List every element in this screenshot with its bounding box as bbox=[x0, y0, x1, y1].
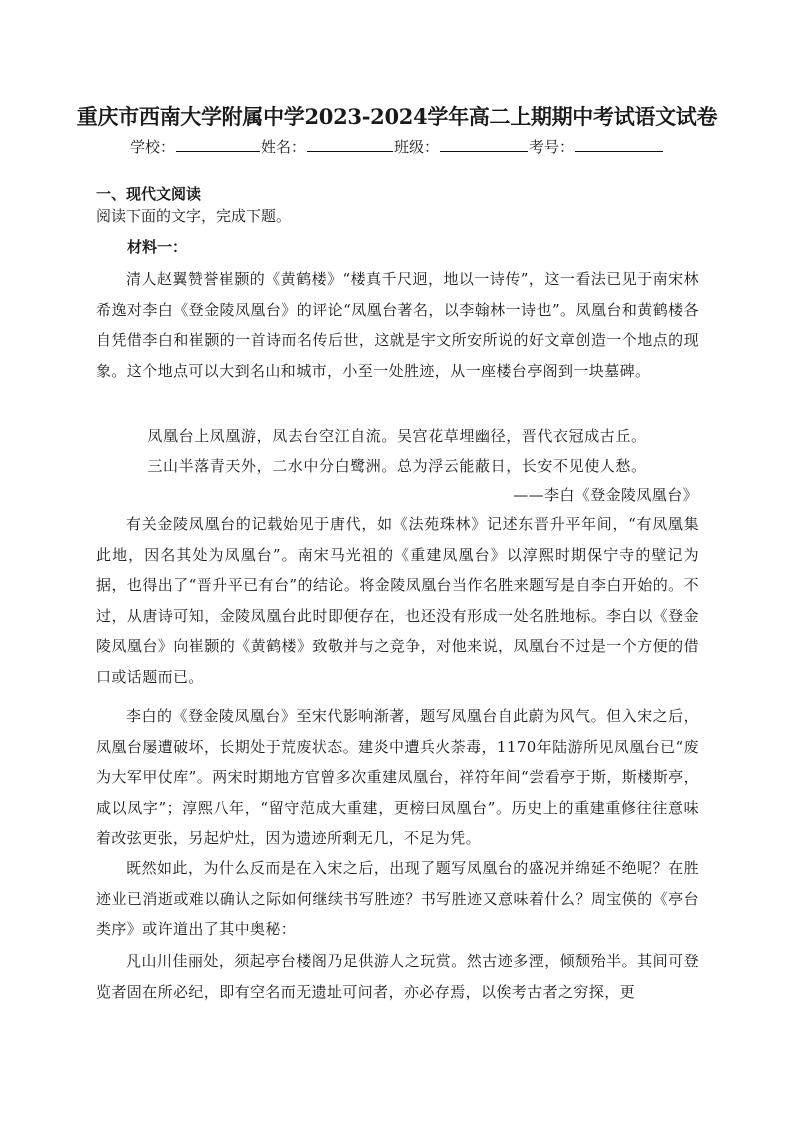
section-instruction: 阅读下面的文字，完成下题。 bbox=[96, 207, 292, 225]
student-info-line bbox=[0, 136, 794, 157]
exam-title: 重庆市西南大学附属中学2023-2024学年高二上期期中考试语文试卷 bbox=[76, 104, 718, 129]
name-label: 姓名： bbox=[260, 138, 306, 156]
material-label: 材料一： bbox=[127, 238, 188, 256]
section-heading: 一、现代文阅读 bbox=[96, 185, 202, 203]
poem-line-2: 三山半落青天外，二水中分白鹭洲。总为浮云能蔽日，长安不见使人愁。 bbox=[147, 457, 647, 475]
paragraph-1: 清人赵翼赞誉崔颢的《黄鹤楼》“楼真千尺迥，地以一诗传”，这一看法已见于南宋林希逸对李白《登金陵凤凰台》的评论“凤凰台著名，以李翰林一诗也”。凤凰台和黄鹤楼各自凭借李白和崔颢的一首诗而名传后世，这就是宇文所安所说的好文章创造一个地点的现象。这个地点可以大到名山和城市，小至一处胜迹，从一座楼台亭阁到一块墓碑。 bbox=[96, 270, 699, 380]
paragraph-4: 既然如此，为什么反而是在入宋之后，出现了题写凤凰台的盛况并绵延不绝呢？在胜迹业已消逝或难以确认之际如何继续书写胜迹？书写胜迹又意味着什么？周宝偀的《亭台类序》或许道出了其中奥秘： bbox=[96, 859, 699, 938]
poem-line-1: 凤凰台上凤凰游，凤去台空江自流。吴宫花草埋幽径，晋代衣冠成古丘。 bbox=[147, 427, 647, 445]
name-blank[interactable] bbox=[307, 137, 393, 152]
paragraph-2: 有关金陵凤凰台的记载始见于唐代，如《法苑珠林》记述东晋升平年间，“有凤凰集此地，因名其处为凤凰台”。南宋马光祖的《重建凤凰台》以淳熙时期保宁寺的壁记为据，也得出了“晋升平已有台”的结论。将金陵凤凰台当作名胜来题写是自李白开始的。不过，从唐诗可知，金陵凤凰台此时即便存在，也还没有形成一处名胜地标。李白以《登金陵凤凰台》向崔颢的《黄鹤楼》致敬并与之竞争，对他来说，凤凰台不过是一个方便的借口或话题而已。 bbox=[96, 515, 699, 686]
paragraph-5: 凡山川佳丽处，须起亭台楼阁乃足供游人之玩赏。然古迹多湮，倾颓殆半。其间可登览者固在所必纪，即有空名而无遗址可问者，亦必存焉，以俟考古者之穷探，更 bbox=[96, 952, 699, 1001]
number-blank[interactable] bbox=[575, 137, 663, 152]
school-blank[interactable] bbox=[176, 137, 260, 152]
number-label: 考号： bbox=[529, 138, 575, 156]
poem-attribution: ——李白《登金陵凤凰台》 bbox=[513, 486, 698, 504]
class-label: 班级： bbox=[394, 138, 440, 156]
school-label: 学校： bbox=[129, 138, 175, 156]
class-blank[interactable] bbox=[440, 137, 528, 152]
paragraph-3: 李白的《登金陵凤凰台》至宋代影响渐著，题写凤凰台自此蔚为风气。但入宋之后，凤凰台屡遭破坏，长期处于荒废状态。建炎中遭兵火荼毒，1170年陆游所见凤凰台已“废为大军甲仗库”。两宋时期地方官曾多次重建凤凰台，祥符年间“尝看亭于斯，斯楼斯亭，咸以凤字”；淳熙八年，“留守范成大重建，更榜曰凤凰台”。历史上的重建重修往往意味着改弦更张，另起炉灶，因为遗迹所剩无几，不足为凭。 bbox=[96, 707, 699, 847]
